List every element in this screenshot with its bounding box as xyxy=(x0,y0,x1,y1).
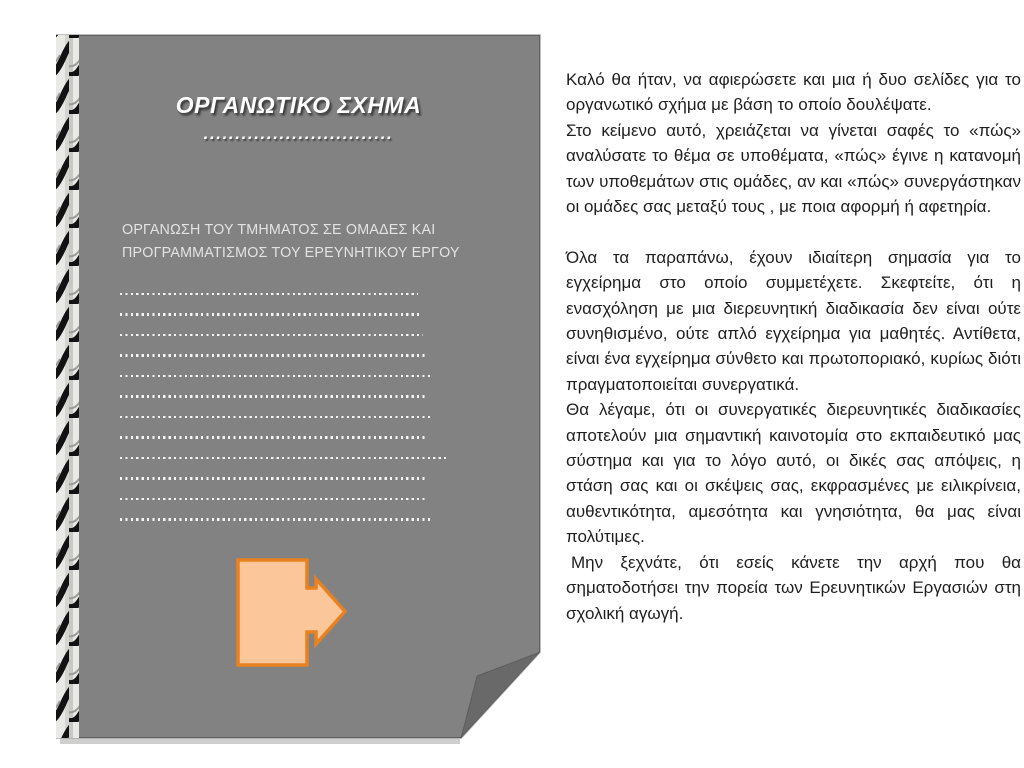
dot-leader-line xyxy=(120,436,425,438)
body-paragraph: Καλό θα ήταν, να αφιερώσετε και μια ή δυο σελίδες για το οργανωτικό σχήμα με βάση το οποίο δουλέψατε. xyxy=(566,70,1021,115)
dot-leader-line xyxy=(120,375,433,377)
body-paragraph: Θα λέγαμε, ότι οι συνεργατικές διερευνητικές διαδικασίες αποτελούν μια σημαντική καινοτομία στο εκπαιδευτικό μας σύστημα και για το λόγο αυτό, οι δικές σας απόψεις, η στάση σας και οι σκέψεις σας, εκφρασμένες με ειλικρίνεια, αυθεντικότητα, αμεσότητα και γνησιότητα, θα μας είναι πολύτιμες. xyxy=(566,400,1021,547)
body-paragraph: Στο κείμενο αυτό, χρειάζεται να γίνεται σαφές το «πώς» αναλύσατε το θέμα σε υποθέματα, «πώς» έγινε η κατανομή των υποθεμάτων στις ομάδες, αν και «πώς» συνεργάστηκαν οι ομάδες σας μεταξύ τους , με ποια αφορμή ή αφετηρία. xyxy=(566,120,1021,217)
dot-leader-line xyxy=(120,518,433,520)
dot-leader-line xyxy=(120,334,423,336)
subtitle-line: ΠΡΟΓΡΑΜΜΑΤΙΣΜΟΣ ΤΟΥ ΕΡΕΥΝΗΤΙΚΟΥ ΕΡΓΟΥ xyxy=(122,245,460,261)
body-paragraph: Μην ξεχνάτε, ότι εσείς κάνετε την αρχή που θα σηματοδοτήσει την πορεία των Ερευνητικών Εργασιών στη σχολική αγωγή. xyxy=(566,552,1021,623)
dot-leader-line xyxy=(120,498,425,500)
page-shadow xyxy=(60,738,460,744)
dot-leader-line xyxy=(120,395,425,397)
body-text-block xyxy=(566,67,1021,626)
dot-leader-lines xyxy=(120,293,447,539)
dot-leader-line xyxy=(120,313,421,315)
dot-leader-line xyxy=(120,354,425,356)
title-dotted-line: .............................. xyxy=(203,124,394,143)
body-paragraph: Όλα τα παραπάνω, έχουν ιδιαίτερη σημασία για το εγχείρημα στο οποίο συμμετέχετε. Σκεφτείτε, ότι η ενασχόληση με μια διερευνητική διαδικασία δεν είναι ούτε συνηθισμένο, ούτε απλό εγχείρημα για μαθητές. Αντίθετα, είναι ένα εγχείρημα σύνθετο και πρωτοποριακό, κυρίως διότι πραγματοποιείται συνεργατικά. xyxy=(566,247,1021,394)
subtitle-line: ΟΡΓΑΝΩΣΗ ΤΟΥ ΤΜΗΜΑΤΟΣ ΣΕ ΟΜΑΔΕΣ ΚΑΙ xyxy=(122,222,436,238)
dot-leader-line xyxy=(120,293,418,295)
dot-leader-line xyxy=(120,457,447,459)
page-subtitle xyxy=(122,219,472,265)
dot-leader-line xyxy=(120,416,433,418)
dot-leader-line xyxy=(120,477,428,479)
page-title: ΟΡΓΑΝΩΤΙΚΟ ΣΧΗΜΑ xyxy=(175,92,422,118)
